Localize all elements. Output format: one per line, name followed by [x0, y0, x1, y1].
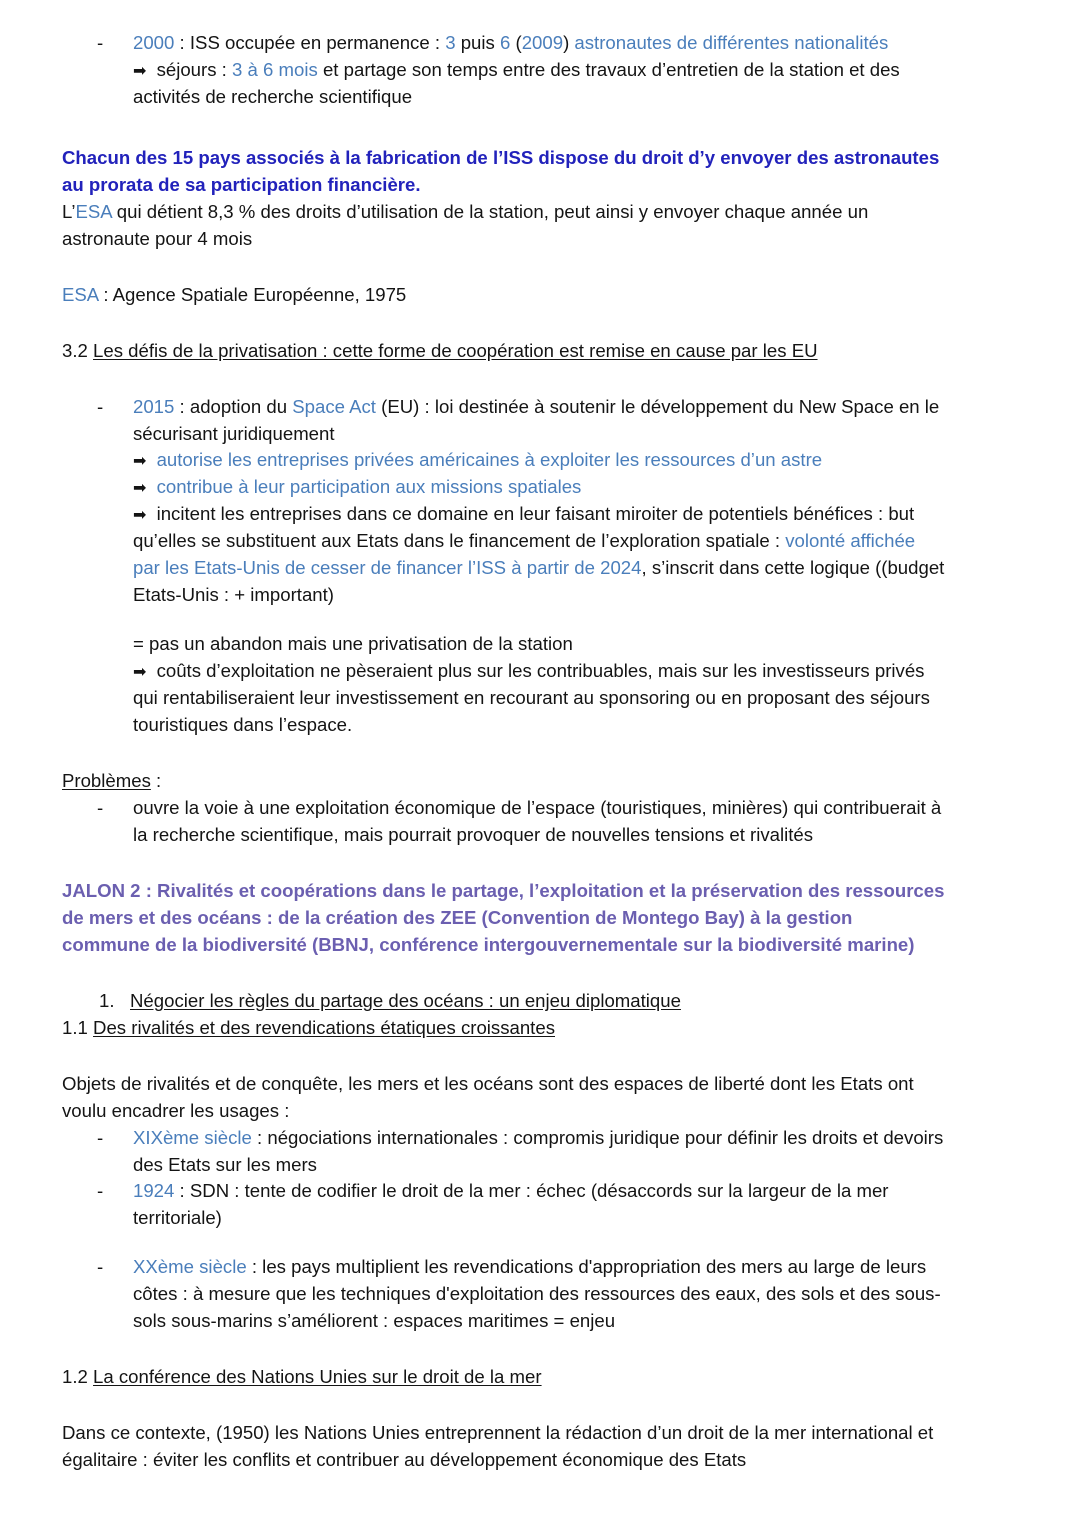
year-1924: 1924: [133, 1180, 175, 1202]
duration-3-6-mois: 3 à 6 mois: [232, 58, 318, 80]
space-act-term: Space Act: [292, 395, 376, 417]
closing-paragraph: [62, 1420, 945, 1474]
text-run: puis: [455, 32, 500, 53]
dash-bullet-icon: -: [97, 1256, 104, 1278]
list-item: [62, 1178, 945, 1232]
period-20e-siecle: XXème siècle: [133, 1256, 247, 1278]
arrow-list-item: [133, 57, 945, 111]
spacer: [62, 309, 945, 338]
count-6: 6: [499, 32, 511, 53]
esa-abbr: ESA: [62, 283, 99, 305]
equals-summary-line: [133, 631, 945, 658]
text-run: L’: [62, 200, 76, 222]
list-item-body: [133, 30, 945, 111]
esa-abbr: ESA: [75, 200, 112, 222]
text-run-blue: autorise les entreprises privées américaines à exploiter les ressources d’un astre: [151, 449, 823, 471]
text-run: incitent les entreprises dans ce domaine en leur faisant miroiter de potentiels bénéfices : but qu’elles se substituent aux Etats dans le financement de l’exploration spatiale :: [133, 503, 915, 552]
list-number: 1.: [99, 989, 115, 1011]
jalon-2-heading: [62, 878, 945, 959]
jalon-2-heading-text: JALON 2 : Rivalités et coopérations dans le partage, l’exploitation et la préservation des ressources de mers et des océans : de la création des ZEE (Convention de Montego Bay) à la gestion commune de la biodiversité (BBNJ, conférence intergouvernementale sur la biodiversité marine): [62, 879, 945, 955]
text-run: (EU) : loi destinée à soutenir le développement du New Space en le sécurisant juridiquement: [133, 395, 940, 444]
text-run-blue: contribue à leur participation aux missions spatiales: [151, 476, 582, 498]
spacer: [62, 111, 945, 145]
list-item: [62, 1125, 945, 1179]
count-3: 3: [445, 32, 456, 53]
spacer: [133, 609, 945, 631]
section-title: Négocier les règles du partage des océans : un enjeu diplomatique: [130, 989, 681, 1011]
section-number: 1.1: [62, 1016, 94, 1038]
text-run: Dans ce contexte, (1950) les Nations Unies entreprennent la rédaction d’un droit de la mer international et égalitaire : éviter les conflits et contribuer au développement économique des Etats: [62, 1422, 934, 1471]
text-run: = pas un abandon mais une privatisation de la station: [133, 633, 573, 655]
arrow-list-item: [133, 658, 945, 739]
section-heading-3-2: [62, 338, 945, 365]
section-heading-1-2: [62, 1364, 945, 1391]
text-run: : adoption du: [174, 395, 293, 417]
spacer: [62, 1335, 945, 1364]
problemes-label: [62, 768, 945, 795]
text-run: : ISS occupée en permanence :: [174, 32, 446, 53]
list-item-body: [133, 795, 945, 849]
esa-definition: [62, 282, 945, 309]
text-run: coûts d’exploitation ne pèseraient plus sur les contribuables, mais sur les investisseurs privés qui rentabiliseraient leur investissement en recourant au sponsoring ou en proposant des séjours touristiques dans l’espace.: [133, 660, 930, 736]
arrow-list-item: [133, 474, 945, 501]
text-run: , s’inscrit dans cette logique ((budget Etats-Unis : + important): [133, 557, 945, 606]
spacer: [62, 959, 945, 988]
section-title: La conférence des Nations Unies sur le droit de la mer: [93, 1366, 542, 1388]
list-item-body: [133, 1178, 945, 1232]
spacer: [62, 365, 945, 394]
arrow-bullet-icon: ➡: [133, 478, 147, 498]
arrow-bullet-icon: ➡: [133, 451, 147, 471]
bold-blue-statement: [62, 145, 945, 199]
bold-blue-heading-text: Chacun des 15 pays associés à la fabrication de l’ISS dispose du droit d’y envoyer des astronautes au prorata de sa participation financière.: [62, 146, 940, 195]
text-run: ouvre la voie à une exploitation économique de l’espace (touristiques, minières) qui contribuerait à la recherche scientifique, mais pourrait provoquer de nouvelles tensions et rivalités: [133, 796, 942, 845]
dash-bullet-icon: -: [97, 395, 104, 417]
text-run: :: [150, 770, 162, 792]
list-item: [62, 1254, 945, 1335]
dash-bullet-icon: -: [97, 1126, 104, 1148]
text-run: (: [510, 32, 522, 53]
arrow-bullet-icon: ➡: [133, 60, 147, 80]
text-run: qui détient 8,3 % des droits d’utilisation de la station, peut ainsi y envoyer chaque année un astronaute pour 4 mois: [62, 200, 869, 249]
arrow-list-item: [133, 501, 945, 609]
spacer: [62, 253, 945, 282]
year-2015: 2015: [133, 395, 175, 417]
list-item: [62, 795, 945, 849]
text-run: : SDN : tente de codifier le droit de la mer : échec (désaccords sur la largeur de la mer territoriale): [133, 1180, 889, 1229]
section-heading-1-1: [62, 1015, 945, 1042]
arrow-list-item: [133, 447, 945, 474]
list-item: [62, 30, 945, 111]
text-run: et partage son temps entre des travaux d’entretien de la station et des activités de recherche scientifique: [133, 58, 900, 107]
spacer: [62, 849, 945, 878]
text-run: ): [563, 32, 575, 53]
text-run-blue: volonté affichée par les Etats-Unis de cesser de financer l’ISS à partir de 2024: [133, 530, 916, 579]
text-run: Objets de rivalités et de conquête, les mers et les océans sont des espaces de liberté dont les Etats ont voulu encadrer les usages :: [62, 1072, 914, 1121]
list-item-body: [133, 1125, 945, 1179]
problemes-term: Problèmes: [62, 770, 151, 792]
year-2009: 2009: [521, 32, 564, 53]
numbered-heading-1: [62, 988, 945, 1015]
period-19e-siecle: XIXème siècle: [133, 1126, 252, 1148]
dash-bullet-icon: -: [97, 32, 104, 53]
list-item-body: [133, 394, 945, 739]
esa-paragraph: [62, 199, 945, 253]
dash-bullet-icon: -: [97, 1180, 104, 1202]
spacer: [62, 739, 945, 768]
spacer: [62, 1232, 945, 1254]
arrow-bullet-icon: ➡: [133, 662, 147, 682]
spacer: [62, 1042, 945, 1071]
section-title: Des rivalités et des revendications étatiques croissantes: [93, 1016, 555, 1038]
text-run-blue: astronautes de différentes nationalités: [574, 32, 889, 53]
text-run: séjours :: [151, 58, 233, 80]
text-run: : négociations internationales : compromis juridique pour définir les droits et devoirs des Etats sur les mers: [133, 1126, 944, 1175]
arrow-bullet-icon: ➡: [133, 505, 147, 525]
section-number: 3.2: [62, 339, 94, 361]
section-number: 1.2: [62, 1366, 94, 1388]
intro-paragraph: [62, 1071, 945, 1125]
spacer: [62, 1391, 945, 1420]
numbered-heading-body: [130, 988, 945, 1015]
list-item-body: [133, 1254, 945, 1335]
list-item: [62, 394, 945, 739]
dash-bullet-icon: -: [97, 796, 104, 818]
text-run: : les pays multiplient les revendications d'appropriation des mers au large de leurs côtes : à mesure que les techniques d'exploitation des ressources des eaux, des sols et des sous-sols sous-marins s’améliorent : espaces maritimes = enjeu: [133, 1256, 941, 1332]
text-run: : Agence Spatiale Européenne, 1975: [98, 283, 407, 305]
year-2000: 2000: [133, 32, 175, 53]
section-title: Les défis de la privatisation : cette forme de coopération est remise en cause par les EU: [93, 339, 818, 361]
